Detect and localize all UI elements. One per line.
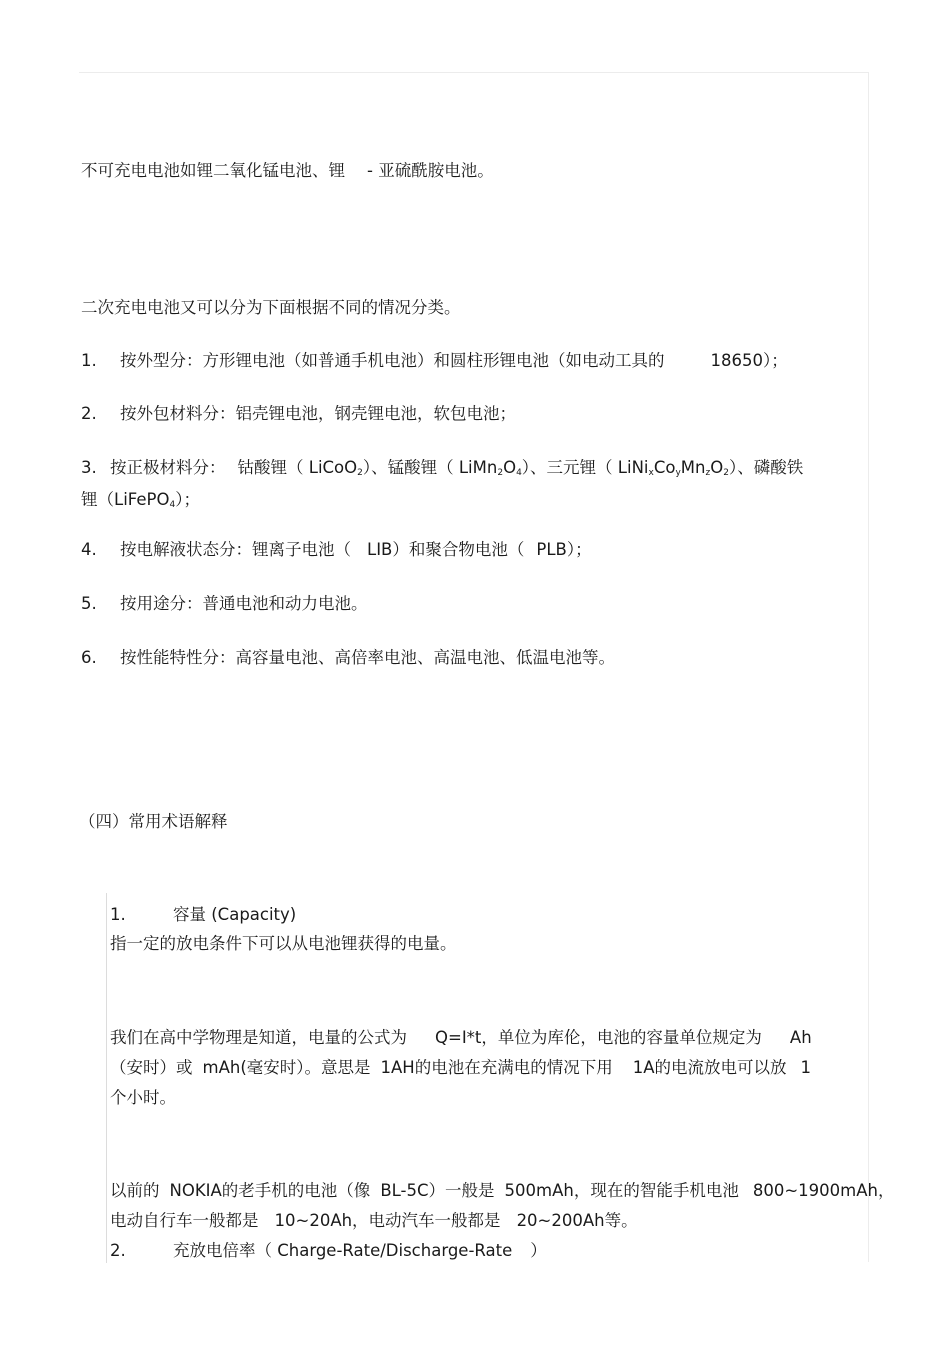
list-text: ）、锰酸锂（ LiMn bbox=[362, 458, 498, 477]
para-text: Q=I*t，单位为库伦，电池的容量单位规定为 bbox=[435, 1028, 762, 1047]
list-text: ）、三元锂（ LiNi bbox=[521, 458, 649, 477]
para-text: 20~200Ah等。 bbox=[516, 1211, 638, 1230]
para-text: BL-5C）一般是 bbox=[380, 1181, 495, 1200]
para-text: mAh(毫安时）。意思是 bbox=[202, 1058, 371, 1077]
list-text: 锂（LiFePO bbox=[81, 490, 170, 509]
term-1-definition: 指一定的放电条件下可以从电池锂获得的电量。 bbox=[110, 934, 457, 953]
para-text: （安时）或 bbox=[110, 1058, 193, 1077]
term-num: 1. bbox=[110, 905, 126, 924]
subscript: y bbox=[675, 468, 681, 478]
intro-text-1a: 不可充电电池如锂二氧化锰电池、锂 bbox=[81, 161, 345, 180]
list-text: Mn bbox=[680, 458, 706, 477]
para-text: 1AH的电池在充满电的情况下用 bbox=[380, 1058, 613, 1077]
list-num: 1. bbox=[81, 351, 97, 370]
para-text: 1A的电流放电可以放 bbox=[632, 1058, 787, 1077]
para-text: 电动自行车一般都是 bbox=[110, 1211, 259, 1230]
list-tail: 18650）； bbox=[710, 351, 788, 370]
list-text: PLB bbox=[536, 540, 567, 559]
subscript: 2 bbox=[497, 468, 504, 478]
list-num: 2. bbox=[81, 404, 97, 423]
subscript: x bbox=[648, 468, 654, 478]
subscript: z bbox=[705, 468, 711, 478]
para-text: 500mAh，现在的智能手机电池 bbox=[504, 1181, 739, 1200]
list-text: 按性能特性分：高容量电池、高倍率电池、高温电池、低温电池等。 bbox=[120, 648, 615, 667]
term-1-title-line bbox=[110, 904, 296, 926]
term-title: 容量 (Capacity) bbox=[173, 905, 297, 924]
list-text: 按电解液状态分：锂离子电池（ bbox=[120, 540, 351, 559]
para-text: Ah bbox=[789, 1028, 812, 1047]
para-text: 我们在高中学物理是知道，电量的公式为 bbox=[110, 1028, 407, 1047]
term-2-title-line bbox=[110, 1240, 547, 1262]
subscript: 4 bbox=[516, 468, 522, 478]
list-num: 3. bbox=[81, 458, 97, 477]
capacity-paragraph-line-2 bbox=[110, 1057, 811, 1079]
list-text: ）； bbox=[175, 490, 200, 509]
list-text: O bbox=[503, 458, 517, 477]
list-num: 4. bbox=[81, 540, 97, 559]
example-paragraph-line-2 bbox=[110, 1210, 638, 1232]
intro-paragraph-2: 二次充电电池又可以分为下面根据不同的情况分类。 bbox=[81, 298, 461, 317]
list-text: ）； bbox=[566, 540, 592, 559]
para-text: 800~1900mAh， bbox=[752, 1181, 895, 1200]
list-text: LIB bbox=[367, 540, 393, 559]
capacity-paragraph-line-3: 个小时。 bbox=[110, 1088, 176, 1107]
list-item-3 bbox=[81, 457, 803, 479]
list-item-3-continued bbox=[81, 489, 200, 511]
list-text: Co bbox=[653, 458, 676, 477]
subscript: 4 bbox=[169, 500, 176, 510]
list-item-6 bbox=[81, 647, 615, 669]
list-text: 按外包材料分：铝壳锂电池，钢壳锂电池，软包电池； bbox=[120, 404, 516, 423]
list-item-5 bbox=[81, 593, 368, 615]
list-text: 按外型分：方形锂电池（如普通手机电池）和圆柱形锂电池（如电动工具的 bbox=[120, 351, 665, 370]
intro-text-1b: - 亚硫酰胺电池。 bbox=[367, 161, 494, 180]
subscript: 2 bbox=[723, 468, 729, 478]
section-heading: （四）常用术语解释 bbox=[79, 812, 228, 831]
capacity-paragraph-line-1 bbox=[110, 1027, 812, 1049]
term-num: 2. bbox=[110, 1241, 126, 1260]
term-block-border bbox=[106, 893, 107, 1263]
list-num: 5. bbox=[81, 594, 97, 613]
term-title: 充放电倍率（ Charge-Rate/Discharge-Rate bbox=[173, 1241, 513, 1260]
intro-paragraph-1 bbox=[81, 160, 494, 182]
example-paragraph-line-1 bbox=[110, 1180, 894, 1202]
list-item-4 bbox=[81, 539, 592, 561]
subscript: 2 bbox=[357, 468, 363, 478]
para-text: 1 bbox=[800, 1058, 812, 1077]
list-num: 6. bbox=[81, 648, 97, 667]
term-title: ） bbox=[530, 1241, 547, 1260]
list-text: 按正极材料分： bbox=[110, 458, 226, 477]
para-text: NOKIA的老手机的电池（像 bbox=[169, 1181, 371, 1200]
list-item-1 bbox=[81, 350, 788, 372]
list-text: O bbox=[710, 458, 724, 477]
para-text: 10~20Ah，电动汽车一般都是 bbox=[274, 1211, 501, 1230]
list-text: 按用途分：普通电池和动力电池。 bbox=[120, 594, 368, 613]
list-text: ）、磷酸铁 bbox=[728, 458, 804, 477]
list-text: ）和聚合物电池（ bbox=[392, 540, 525, 559]
list-item-2 bbox=[81, 403, 516, 425]
list-text: 钴酸锂（ LiCoO bbox=[237, 458, 358, 477]
para-text: 以前的 bbox=[110, 1181, 160, 1200]
